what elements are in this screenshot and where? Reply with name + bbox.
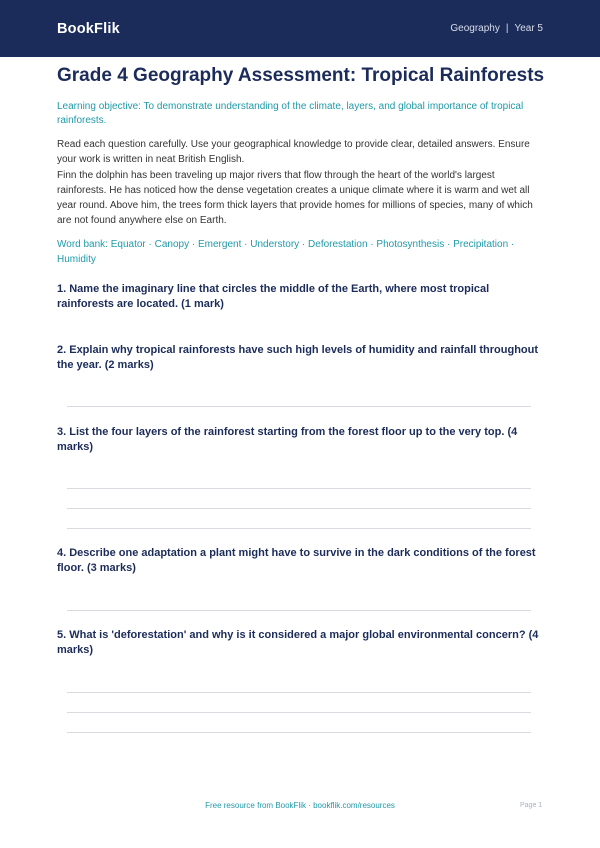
- instructions: Read each question carefully. Use your geographical knowledge to provide clear, detailed answers. Ensure your work is written in neat British English.: [57, 139, 530, 165]
- answer-line[interactable]: [67, 732, 531, 733]
- learning-objective: Learning objective: To demonstrate understanding of the climate, layers, and global importance of tropical rainforests.: [57, 101, 524, 126]
- word-bank: Word bank: Equator · Canopy · Emergent · Understory · Deforestation · Photosynthesis · Precipitation · Humidity: [57, 239, 515, 265]
- page-header: [0, 0, 600, 57]
- answer-line[interactable]: [67, 528, 531, 529]
- subject-label: Geography: [450, 23, 500, 34]
- answer-line[interactable]: [67, 406, 531, 407]
- answer-line[interactable]: [67, 610, 531, 611]
- question-2: 2. Explain why tropical rainforests have such high levels of humidity and rainfall throughout the year. (2 marks): [57, 344, 539, 371]
- answer-line[interactable]: [67, 712, 531, 713]
- question-4: 4. Describe one adaptation a plant might have to survive in the dark conditions of the forest floor. (3 marks): [57, 547, 536, 574]
- answer-line[interactable]: [67, 488, 531, 489]
- story-paragraph: Finn the dolphin has been traveling up major rivers that flow through the heart of the world's largest rainforests. He has noticed how the dense vegetation creates a unique climate where it is warm and wet all year round. Above him, the trees form thick layers that provide homes for millions of species, many of which are not found anywhere else on Earth.: [57, 170, 533, 226]
- question-1: 1. Name the imaginary line that circles the middle of the Earth, where most tropical rainforests are located. (1 mark): [57, 283, 490, 310]
- brand-logo[interactable]: BookFlik: [57, 20, 120, 37]
- answer-line[interactable]: [67, 508, 531, 509]
- year-label: Year 5: [514, 23, 543, 34]
- footer-resource-link[interactable]: Free resource from BookFlik · bookflik.com/resources: [205, 801, 395, 810]
- meta-separator: |: [505, 23, 509, 34]
- page-number: Page 1: [520, 802, 543, 809]
- answer-line[interactable]: [67, 692, 531, 693]
- page-title: Grade 4 Geography Assessment: Tropical Rainforests: [57, 65, 545, 86]
- question-3: 3. List the four layers of the rainforest starting from the forest floor up to the very top. (4 marks): [57, 426, 518, 453]
- question-5: 5. What is 'deforestation' and why is it considered a major global environmental concern? (4 marks): [57, 629, 539, 656]
- header-meta: [450, 23, 543, 34]
